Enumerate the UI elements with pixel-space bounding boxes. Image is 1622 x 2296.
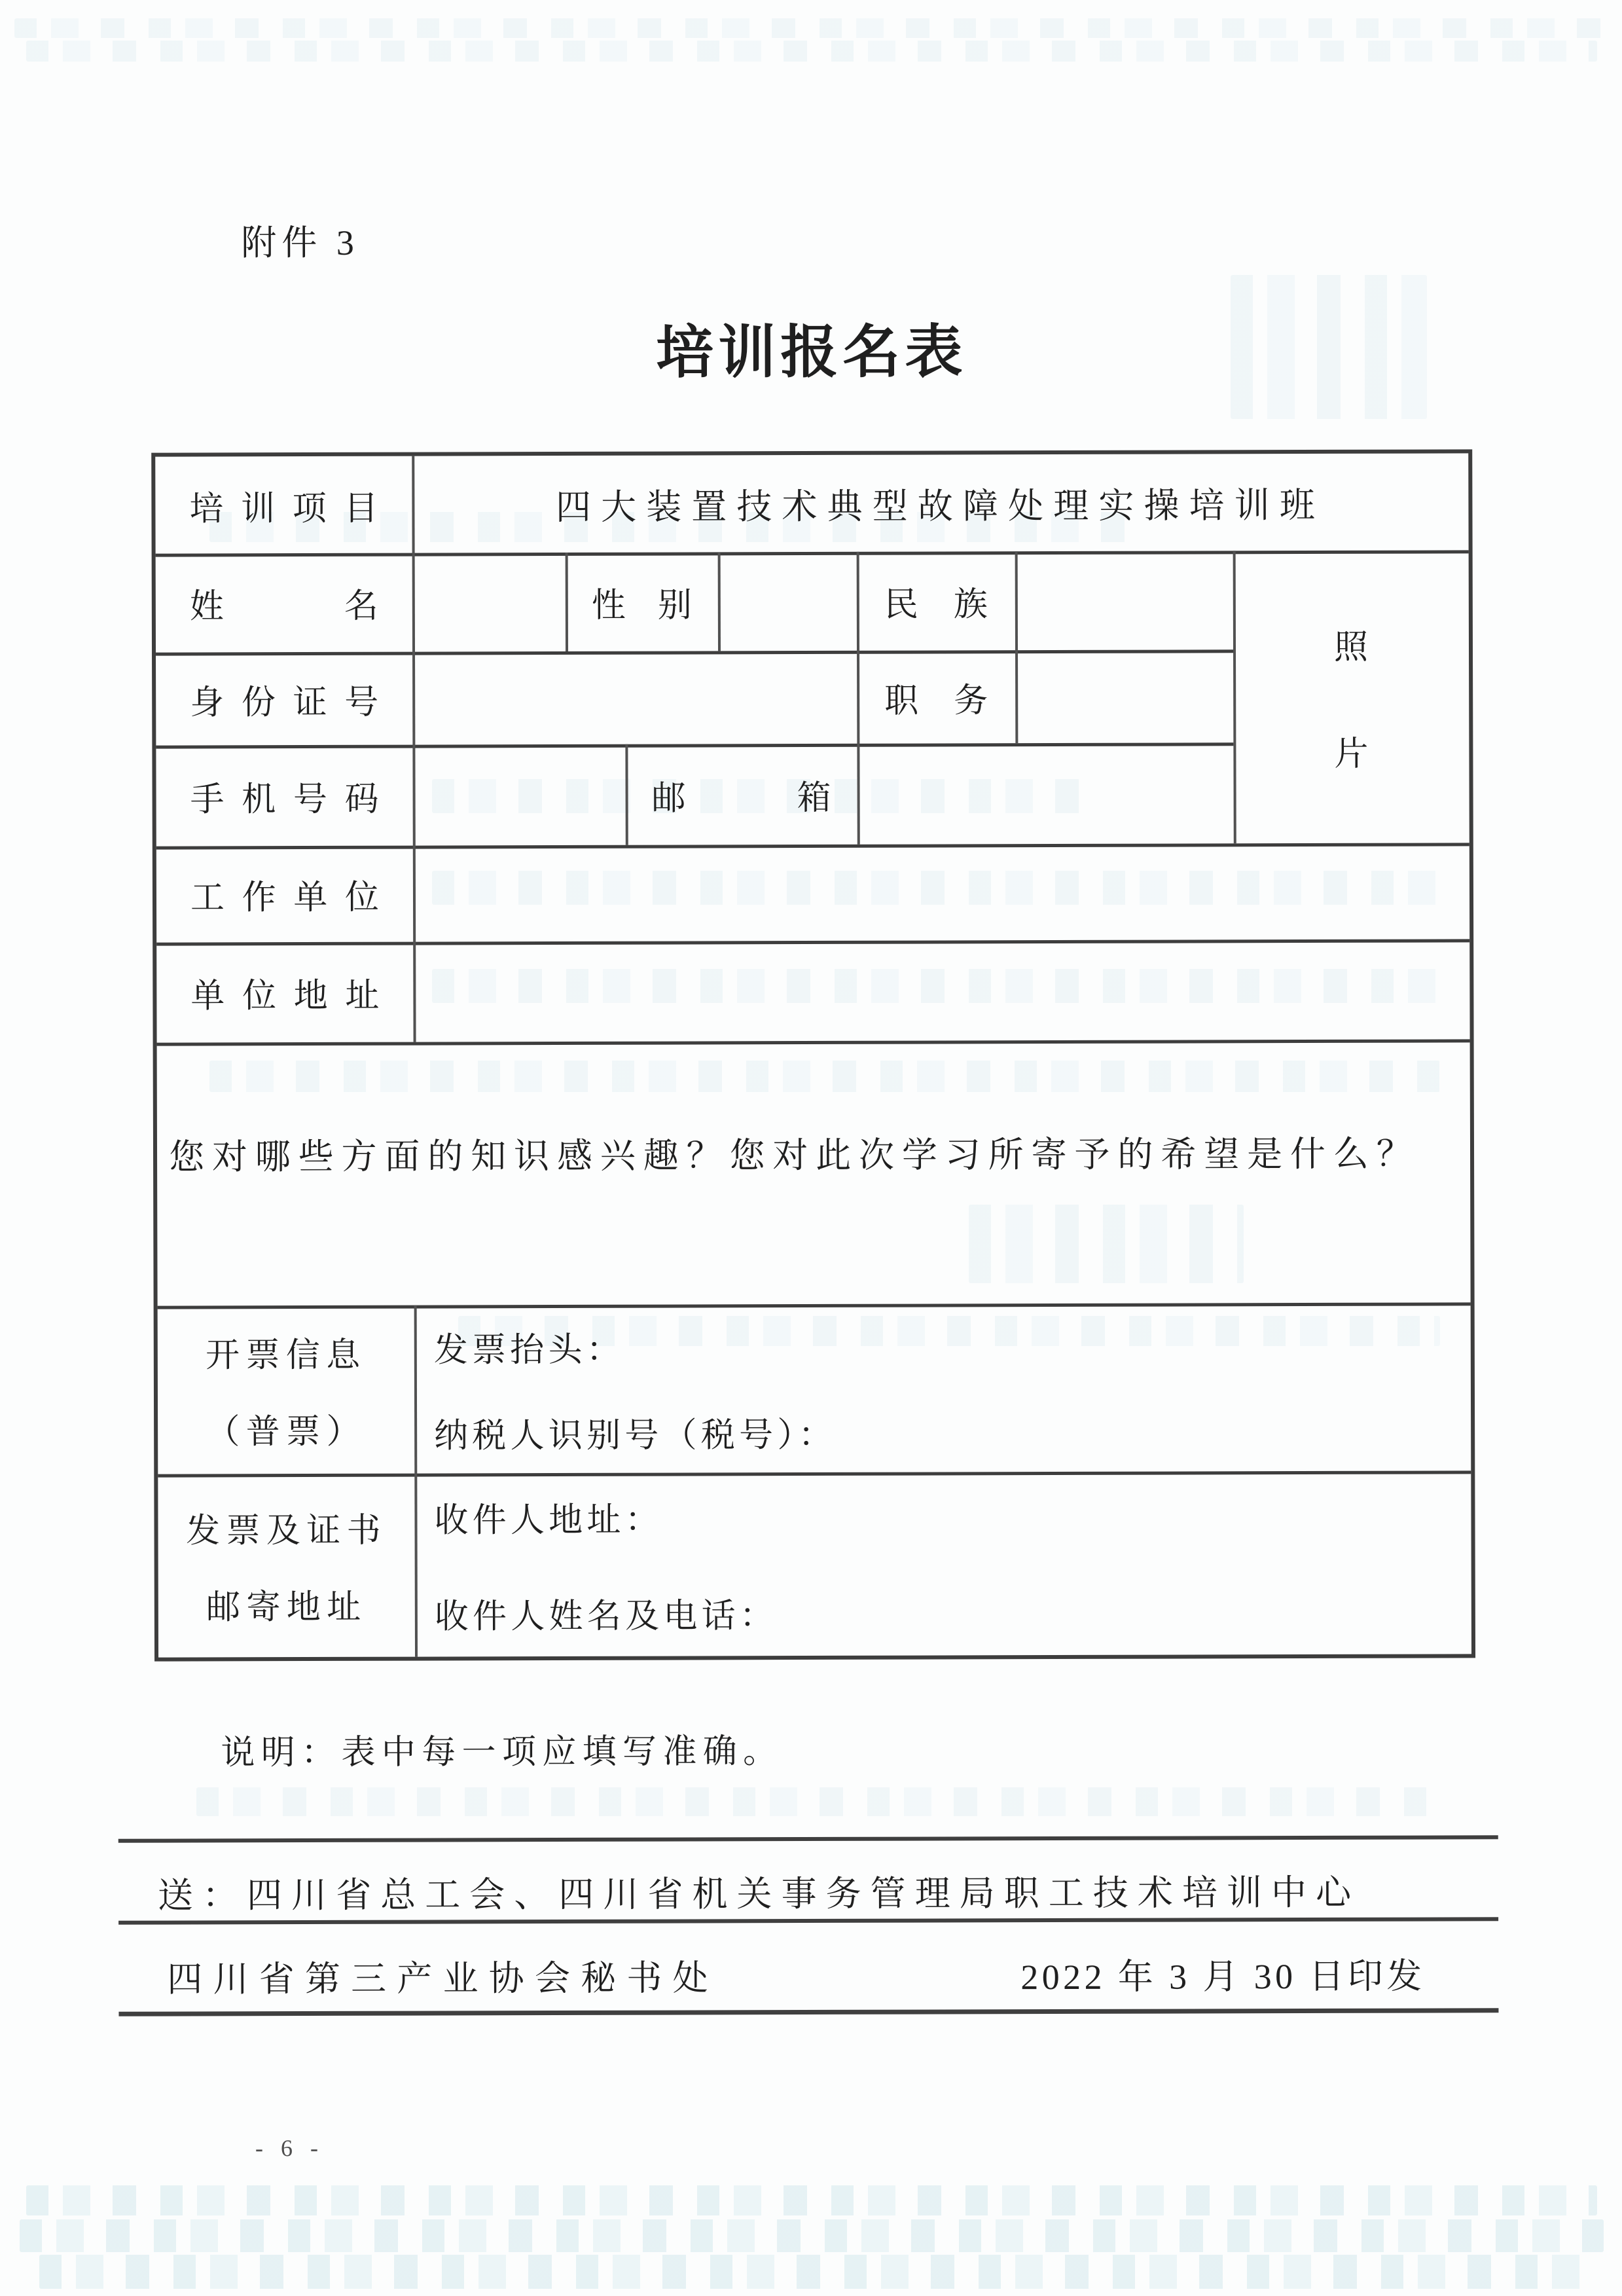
photo-label-bottom: 片 [1334, 735, 1369, 773]
training-project-value-cell [412, 453, 1468, 553]
mailing-label-line1: 发票及证书 [186, 1512, 387, 1550]
invoice-info-label-line1: 开票信息 [206, 1336, 367, 1374]
mobile-label-cell [156, 745, 412, 847]
invoice-title-line: 发票抬头： [433, 1331, 625, 1370]
id-number-label-cell [156, 652, 412, 746]
mobile-input-cell [412, 744, 625, 846]
page-title: 培训报名表 [656, 321, 967, 386]
mailing-content-cell [414, 1470, 1471, 1656]
note-line: 说明：表中每一项应填写准确。 [221, 1733, 784, 1772]
id-number-label: 身份证号 [190, 683, 379, 721]
name-label-cell [156, 553, 412, 653]
interests-question-cell [157, 1039, 1471, 1305]
gender-label-cell [566, 552, 718, 651]
photo-cell [1233, 550, 1469, 843]
footer-print-date: 2022 年 3 月 30 日印发 [1020, 1956, 1426, 1997]
name-label: 姓名 [189, 587, 378, 626]
footer-issuer: 四川省第三产业协会秘书处 [167, 1958, 719, 1999]
gender-label: 性别 [591, 587, 692, 625]
position-input-cell [1015, 649, 1233, 743]
unit-address-input-cell [413, 939, 1469, 1042]
attachment-label: 附件 3 [241, 223, 359, 263]
gender-input-cell [718, 552, 857, 651]
mailing-label-line2: 邮寄地址 [206, 1588, 367, 1627]
mailing-label-cell [158, 1474, 415, 1658]
position-label-cell [857, 650, 1015, 744]
ethnicity-input-cell [1015, 551, 1233, 650]
invoice-info-label-line2: （普票） [206, 1413, 367, 1451]
id-number-input-cell [412, 651, 857, 745]
invoice-info-content-cell [414, 1302, 1471, 1473]
recipient-name-phone-line: 收件人姓名及电话： [434, 1597, 778, 1636]
email-label: 邮箱 [651, 779, 831, 818]
mobile-label: 手机号码 [190, 780, 379, 818]
page-number: - 6 - [255, 2134, 325, 2162]
footer-rule-bottom [118, 2008, 1498, 2016]
footer-rule-middle [118, 1917, 1498, 1925]
interests-question: 您对哪些方面的知识感兴趣？您对此次学习所寄予的希望是什么？ [168, 1134, 1420, 1177]
ethnicity-label: 民族 [884, 586, 988, 624]
training-project-label: 培训项目 [189, 490, 378, 528]
work-unit-label-cell [156, 846, 413, 943]
registration-form-table [155, 453, 1471, 1657]
footer-send-line: 送：四川省总工会、四川省机关事务管理局职工技术培训中心 [157, 1872, 1361, 1916]
invoice-info-label-cell [158, 1305, 415, 1474]
training-project-label-cell [155, 456, 412, 554]
email-input-cell [857, 742, 1233, 845]
footer-rule-top [118, 1835, 1498, 1843]
recipient-address-line: 收件人地址： [434, 1501, 664, 1540]
training-project-value: 四大装置技术典型故障处理实操培训班 [555, 485, 1325, 527]
unit-address-label: 单位地址 [190, 977, 380, 1015]
work-unit-label: 工作单位 [190, 879, 380, 917]
unit-address-label-cell [156, 942, 413, 1043]
work-unit-input-cell [413, 843, 1469, 941]
ethnicity-label-cell [857, 551, 1015, 651]
email-label-cell [625, 744, 857, 845]
position-label: 职务 [884, 682, 988, 720]
taxpayer-id-line: 纳税人识别号（税号）： [434, 1416, 837, 1455]
photo-label-top: 照 [1333, 629, 1369, 666]
name-input-cell [412, 553, 566, 652]
